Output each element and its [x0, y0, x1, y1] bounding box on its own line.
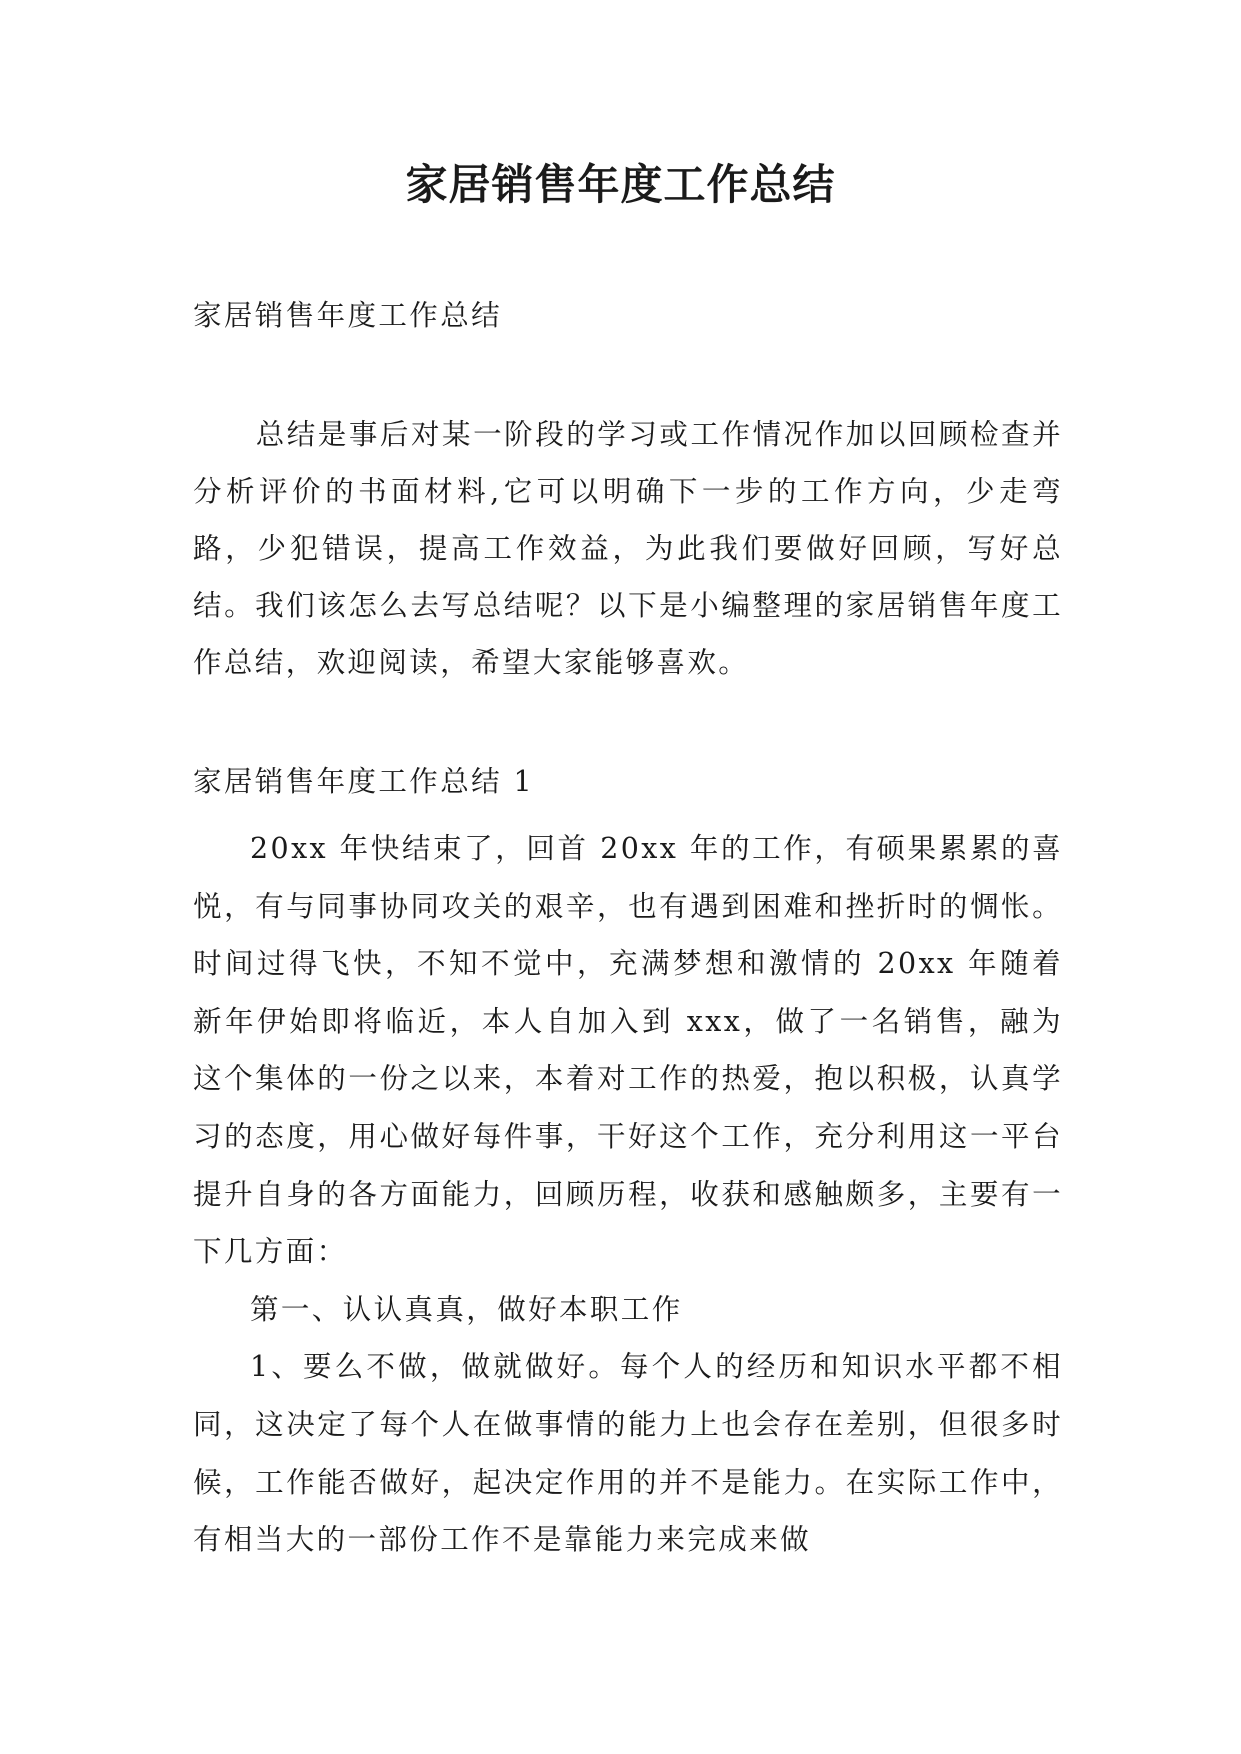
- body-paragraph-1: 20xx 年快结束了，回首 20xx 年的工作，有硕果累累的喜悦，有与同事协同攻关的艰辛，也有遇到困难和挫折时的惆怅。时间过得飞快，不知不觉中，充满梦想和激情的 20xx 年随着新年伊始即将临近，本人自加入到 xxx，做了一名销售，融为这个集体的一份之以来，本着对工作的热爱，抱以积极，认真学习的态度，用心做好每件事，干好这个工作，充分利用这一平台提升自身的各方面能力，回顾历程，收获和感触颇多，主要有一下几方面：: [193, 832, 1063, 1269]
- intro-section: [193, 406, 1063, 691]
- section-title: 家居销售年度工作总结 1: [193, 765, 534, 798]
- intro-paragraph: 总结是事后对某一阶段的学习或工作情况作加以回顾检查并分析评价的书面材料,它可以明确下一步的工作方向，少走弯路，少犯错误，提高工作效益，为此我们要做好回顾，写好总结。我们该怎么去写总结呢？以下是小编整理的家居销售年度工作总结，欢迎阅读，希望大家能够喜欢。: [193, 418, 1063, 679]
- body-heading-1: 第一、认认真真，做好本职工作: [250, 1292, 683, 1326]
- section-body: [193, 820, 1063, 1569]
- document-subtitle: 家居销售年度工作总结: [193, 299, 503, 332]
- document-title: 家居销售年度工作总结: [405, 160, 836, 209]
- body-paragraph-2: 1、要么不做，做就做好。每个人的经历和知识水平都不相同，这决定了每个人在做事情的能力上也会存在差别，但很多时候，工作能否做好，起决定作用的并不是能力。在实际工作中，有相当大的一部份工作不是靠能力来完成来做: [193, 1350, 1063, 1557]
